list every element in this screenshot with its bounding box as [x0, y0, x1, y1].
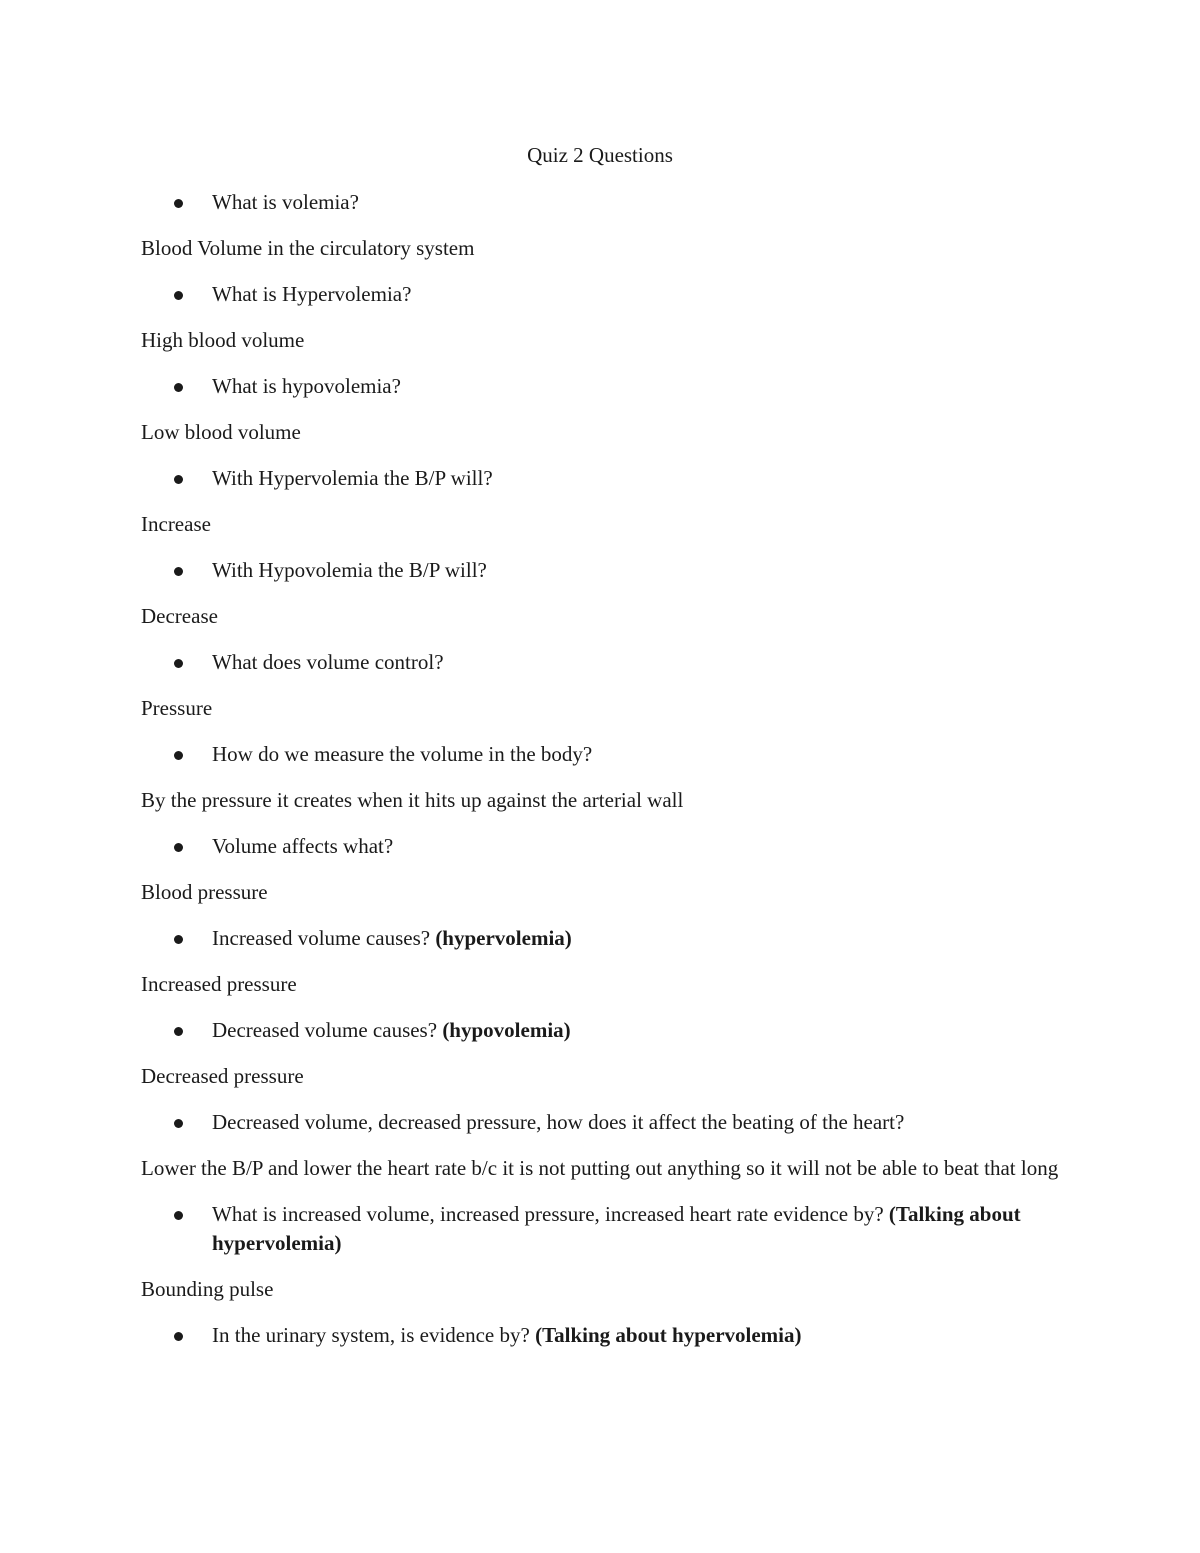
qa-list [141, 188, 1066, 1367]
question-text: What is hypovolemia? [212, 374, 401, 398]
question-emphasis: (hypervolemia) [435, 926, 572, 950]
question-text: Volume affects what? [212, 834, 394, 858]
question-text: In the urinary system, is evidence by? [212, 1323, 530, 1347]
bullet-icon [174, 1119, 183, 1128]
bullet-icon [174, 1332, 183, 1341]
bullet-icon [174, 751, 183, 760]
bullet-icon [174, 659, 183, 668]
answer-text: Decreased pressure [141, 1064, 304, 1088]
question-emphasis: (Talking about hypervolemia) [535, 1323, 802, 1347]
question-text: What is increased volume, increased pressure, increased heart rate evidence by? [212, 1202, 884, 1226]
answer-text: Bounding pulse [141, 1277, 274, 1301]
answer-text: Low blood volume [141, 420, 301, 444]
answer-text: Pressure [141, 696, 213, 720]
bullet-icon [174, 1211, 183, 1220]
answer-text: Lower the B/P and lower the heart rate b/c it is not putting out anything so it will not be able to beat that long [141, 1156, 1059, 1180]
document-title: Quiz 2 Questions [527, 143, 673, 167]
bullet-icon [174, 475, 183, 484]
question-text: Decreased volume causes? [212, 1018, 438, 1042]
bullet-icon [174, 383, 183, 392]
bullet-icon [174, 843, 183, 852]
question-item [141, 648, 1066, 677]
question-text: What does volume control? [212, 650, 444, 674]
answer-text: Increased pressure [141, 972, 297, 996]
question-item [141, 924, 1066, 953]
question-item [141, 1108, 1066, 1137]
bullet-icon [174, 935, 183, 944]
question-text: Increased volume causes? [212, 926, 431, 950]
question-text: With Hypovolemia the B/P will? [212, 558, 487, 582]
answer-text: Increase [141, 512, 211, 536]
question-item [141, 1200, 1066, 1258]
question-text: What is volemia? [212, 190, 359, 214]
question-text: What is Hypervolemia? [212, 282, 412, 306]
question-item [141, 832, 1066, 861]
bullet-icon [174, 199, 183, 208]
bullet-icon [174, 1027, 183, 1036]
question-item [141, 740, 1066, 769]
answer-text: By the pressure it creates when it hits up against the arterial wall [141, 788, 684, 812]
question-item [141, 464, 1066, 493]
question-text: How do we measure the volume in the body? [212, 742, 593, 766]
question-emphasis: (Talking about hypervolemia) [212, 1202, 1021, 1255]
answer-text: High blood volume [141, 328, 305, 352]
question-item [141, 372, 1066, 401]
question-item [141, 1321, 1066, 1350]
question-item [141, 556, 1066, 585]
answer-text: Blood Volume in the circulatory system [141, 236, 475, 260]
question-text: Decreased volume, decreased pressure, how does it affect the beating of the heart? [212, 1110, 905, 1134]
question-item [141, 280, 1066, 309]
question-emphasis: (hypovolemia) [442, 1018, 571, 1042]
question-item [141, 188, 1066, 217]
answer-text: Blood pressure [141, 880, 268, 904]
question-text: With Hypervolemia the B/P will? [212, 466, 493, 490]
answer-text: Decrease [141, 604, 218, 628]
bullet-icon [174, 567, 183, 576]
question-item [141, 1016, 1066, 1045]
bullet-icon [174, 291, 183, 300]
